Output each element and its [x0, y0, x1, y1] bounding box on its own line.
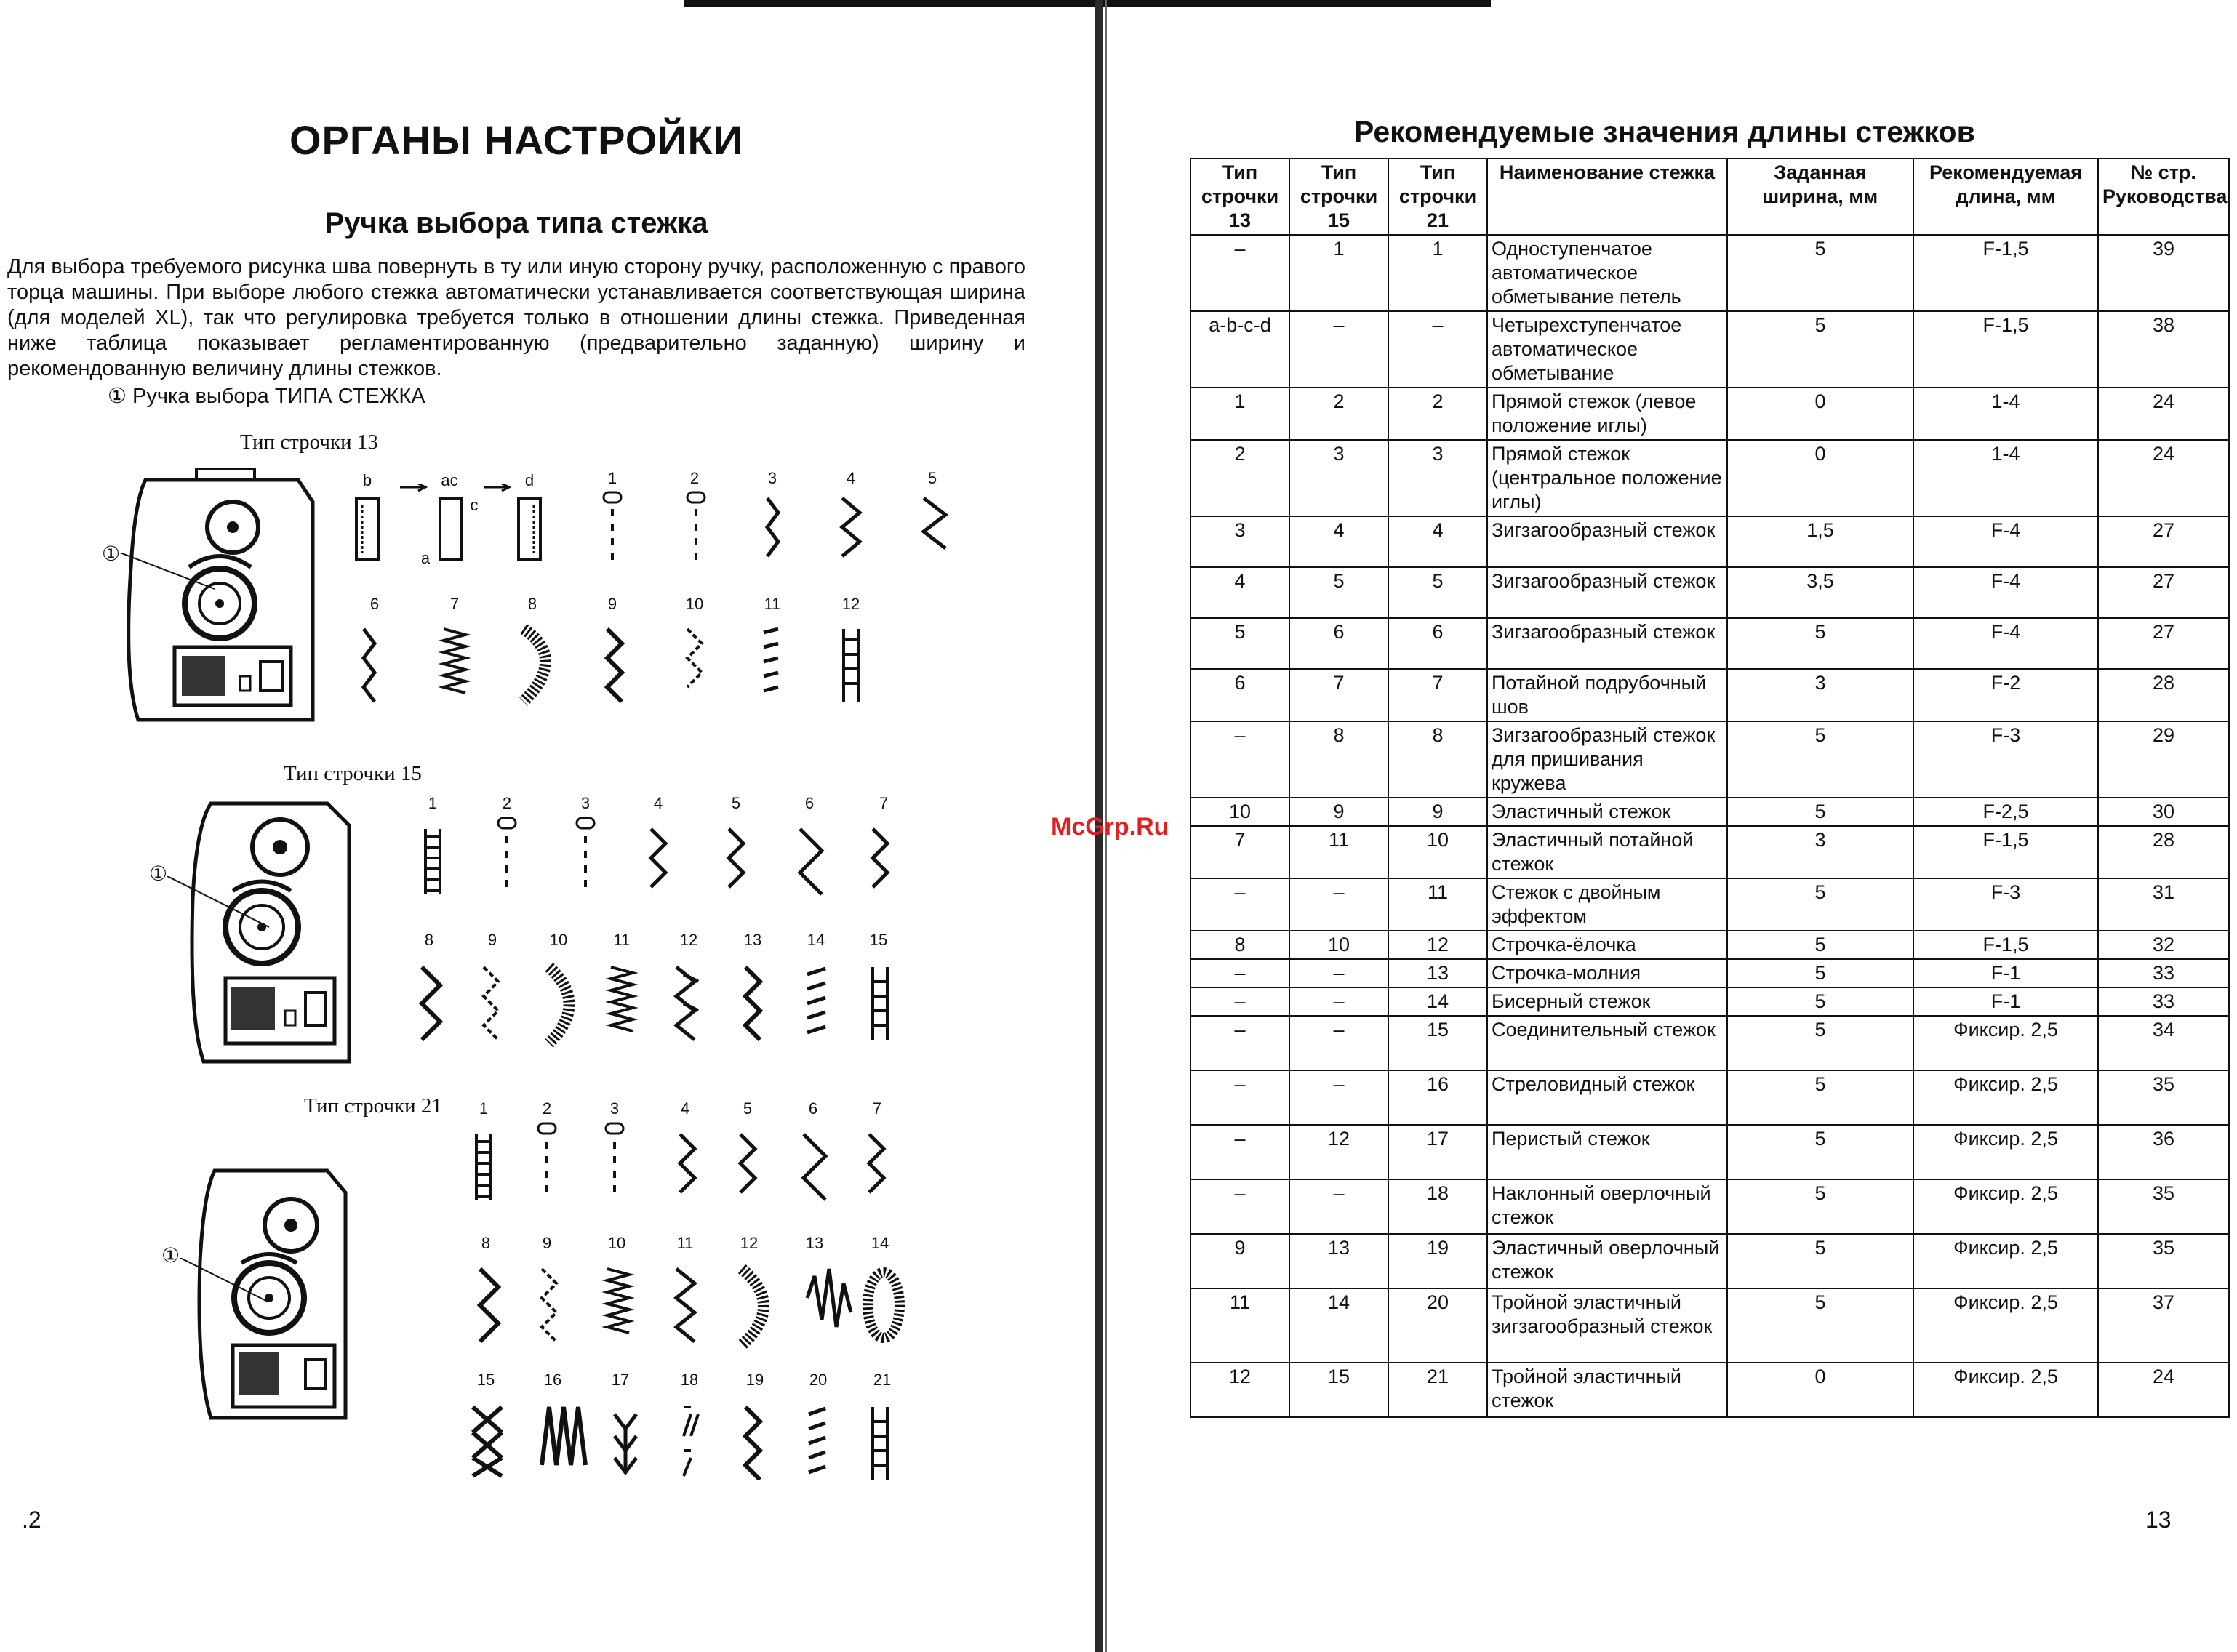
table-cell: 7 — [1190, 826, 1289, 878]
table-cell: Стреловидный стежок — [1487, 1070, 1727, 1125]
stitch-21-num-11: 11 — [676, 1234, 694, 1252]
knob-caption: ① Ручка выбора ТИПА СТЕЖКА — [108, 385, 425, 408]
table-cell: 37 — [2098, 1288, 2229, 1363]
table-cell: F-3 — [1913, 878, 2098, 931]
table-cell: 33 — [2098, 987, 2229, 1016]
table-cell: 24 — [2098, 440, 2229, 516]
table-cell: Соединительный стежок — [1487, 1016, 1727, 1070]
table-row — [1190, 1363, 2229, 1417]
stitch-15-num-5: 5 — [731, 794, 741, 812]
table-cell: 19 — [1388, 1234, 1487, 1288]
table-cell: Прямой стежок (центральное положение иглы) — [1487, 440, 1727, 516]
table-cell: Зигзагообразный стежок — [1487, 567, 1727, 618]
table-cell: – — [1289, 311, 1388, 388]
table-cell: 8 — [1289, 721, 1388, 798]
stitch-21-num-16: 16 — [543, 1371, 562, 1389]
table-cell: 3,5 — [1727, 567, 1913, 618]
table-cell: – — [1289, 987, 1388, 1016]
table-cell: Фиксир. 2,5 — [1913, 1016, 2098, 1070]
table-cell: 10 — [1190, 798, 1289, 826]
table-cell: 4 — [1190, 567, 1289, 618]
stitch-15-num-15: 15 — [869, 931, 888, 949]
stitch-15-num-1: 1 — [428, 794, 438, 812]
letter-ac: ac — [441, 471, 458, 489]
table-cell: a-b-c-d — [1190, 311, 1289, 388]
stitch-21-num-5: 5 — [743, 1099, 753, 1118]
col-header-length: Рекомендуемая длина, мм — [1913, 159, 2098, 235]
table-cell: 5 — [1727, 721, 1913, 798]
table-cell: F-1 — [1913, 959, 2098, 987]
table-cell: 13 — [1388, 959, 1487, 987]
table-cell: 3 — [1388, 440, 1487, 516]
col-header-name: Наименование стежка — [1487, 159, 1727, 235]
table-cell: 5 — [1727, 618, 1913, 669]
table-cell: 27 — [2098, 618, 2229, 669]
stitch-15-row2-symbols — [415, 953, 909, 1054]
table-cell: 8 — [1190, 931, 1289, 959]
table-cell: – — [1289, 959, 1388, 987]
table-row — [1190, 567, 2229, 618]
stitch-15-row1-symbols — [415, 814, 909, 902]
table-row — [1190, 1016, 2229, 1070]
table-cell: 32 — [2098, 931, 2229, 959]
table-row — [1190, 618, 2229, 669]
letter-a: a — [420, 549, 431, 567]
table-cell: 5 — [1727, 1016, 1913, 1070]
table-cell: 0 — [1727, 388, 1913, 440]
table-cell: – — [1289, 1070, 1388, 1125]
table-cell: Строчка-ёлочка — [1487, 931, 1727, 959]
stitch-13-num-8: 8 — [527, 595, 537, 613]
table-cell: 9 — [1388, 798, 1487, 826]
table-row — [1190, 826, 2229, 878]
letter-c: c — [470, 496, 479, 514]
stitch-15-num-2: 2 — [502, 794, 512, 812]
callout-15: ① — [149, 862, 168, 885]
table-cell: 3 — [1289, 440, 1388, 516]
table-row — [1190, 798, 2229, 826]
table-cell: 12 — [1190, 1363, 1289, 1417]
table-cell: – — [1190, 721, 1289, 798]
table-cell: Эластичный оверлочный стежок — [1487, 1234, 1727, 1288]
table-cell: 11 — [1190, 1288, 1289, 1363]
table-cell: 38 — [2098, 311, 2229, 388]
stitch-15-num-14: 14 — [807, 931, 825, 949]
table-cell: 2 — [1289, 388, 1388, 440]
table-cell: 5 — [1727, 1070, 1913, 1125]
table-cell: 36 — [2098, 1125, 2229, 1179]
table-cell: 16 — [1388, 1070, 1487, 1125]
table-cell: F-4 — [1913, 618, 2098, 669]
table-cell: F-1,5 — [1913, 311, 2098, 388]
table-cell: 10 — [1289, 931, 1388, 959]
table-cell: 4 — [1388, 516, 1487, 567]
col-header-type15: Тип строчки 15 — [1289, 159, 1388, 235]
stitch-15-num-13: 13 — [743, 931, 762, 949]
table-cell: 29 — [2098, 721, 2229, 798]
stitch-13-num-5: 5 — [927, 469, 937, 487]
table-cell: 11 — [1388, 878, 1487, 931]
table-row — [1190, 959, 2229, 987]
table-cell: Наклонный оверлочный стежок — [1487, 1179, 1727, 1234]
table-cell: F-1,5 — [1913, 826, 2098, 878]
table-cell: 5 — [1388, 567, 1487, 618]
table-cell: 10 — [1388, 826, 1487, 878]
table-cell: 35 — [2098, 1234, 2229, 1288]
table-cell: 30 — [2098, 798, 2229, 826]
table-title: Рекомендуемые значения длины стежков — [1354, 115, 1975, 148]
table-cell: 24 — [2098, 388, 2229, 440]
table-cell: 3 — [1727, 669, 1913, 721]
table-row — [1190, 1288, 2229, 1363]
table-cell: 0 — [1727, 440, 1913, 516]
stitch-13-num-10: 10 — [685, 595, 704, 613]
table-cell: Фиксир. 2,5 — [1913, 1125, 2098, 1179]
table-cell: – — [1190, 1179, 1289, 1234]
stitch-21-num-1: 1 — [479, 1099, 489, 1118]
table-cell: 9 — [1289, 798, 1388, 826]
stitch-21-num-12: 12 — [740, 1234, 759, 1252]
table-cell: 1 — [1190, 388, 1289, 440]
diagram-21-title: Тип строчки 21 — [304, 1094, 442, 1118]
table-cell: Перистый стежок — [1487, 1125, 1727, 1179]
table-cell: Тройной эластичный стежок — [1487, 1363, 1727, 1417]
table-row — [1190, 235, 2229, 311]
table-cell: – — [1190, 959, 1289, 987]
table-cell: – — [1289, 1016, 1388, 1070]
stitch-15-num-3: 3 — [580, 794, 591, 812]
table-cell: 2 — [1388, 388, 1487, 440]
table-cell: 5 — [1727, 931, 1913, 959]
watermark: McGrp.Ru — [1051, 813, 1169, 841]
table-cell: – — [1289, 878, 1388, 931]
stitch-13-num-2: 2 — [689, 469, 700, 487]
table-row — [1190, 1234, 2229, 1288]
stitch-13-num-1: 1 — [607, 469, 617, 487]
diagram-13-title: Тип строчки 13 — [240, 430, 378, 454]
table-row — [1190, 669, 2229, 721]
table-cell: 24 — [2098, 1363, 2229, 1417]
page-title: ОРГАНЫ НАСТРОЙКИ — [289, 117, 743, 163]
stitch-21-num-6: 6 — [808, 1099, 818, 1118]
stitch-21-num-21: 21 — [873, 1371, 892, 1389]
table-cell: 7 — [1388, 669, 1487, 721]
table-cell: 1,5 — [1727, 516, 1913, 567]
table-cell: Одноступенчатое автоматическое обметывание петель — [1487, 235, 1727, 311]
callout-15-leader — [167, 876, 276, 934]
table-cell: Зигзагообразный стежок — [1487, 618, 1727, 669]
stitch-21-row2-symbols — [465, 1254, 916, 1349]
callout-13-leader — [120, 553, 222, 596]
table-cell: 5 — [1727, 1179, 1913, 1234]
table-cell: – — [1190, 235, 1289, 311]
table-cell: Фиксир. 2,5 — [1913, 1363, 2098, 1417]
table-cell: F-1,5 — [1913, 931, 2098, 959]
table-row — [1190, 721, 2229, 798]
table-cell: 5 — [1727, 959, 1913, 987]
table-cell: 5 — [1190, 618, 1289, 669]
table-cell: Четырехступенчатое автоматическое обметывание — [1487, 311, 1727, 388]
table-cell: F-1 — [1913, 987, 2098, 1016]
table-row — [1190, 516, 2229, 567]
stitch-13-num-9: 9 — [607, 595, 617, 613]
table-cell: 34 — [2098, 1016, 2229, 1070]
stitch-15-num-6: 6 — [804, 794, 815, 812]
col-header-width: Заданная ширина, мм — [1727, 159, 1913, 235]
table-cell: 35 — [2098, 1070, 2229, 1125]
table-cell: Эластичный потайной стежок — [1487, 826, 1727, 878]
stitch-15-num-8: 8 — [424, 931, 434, 949]
table-cell: 15 — [1388, 1016, 1487, 1070]
col-header-type13: Тип строчки 13 — [1190, 159, 1289, 235]
letter-d: d — [524, 471, 535, 489]
table-row — [1190, 1125, 2229, 1179]
table-cell: 2 — [1190, 440, 1289, 516]
stitch-13-num-6: 6 — [369, 595, 380, 613]
table-cell: 28 — [2098, 826, 2229, 878]
stitch-21-num-4: 4 — [680, 1099, 690, 1118]
table-cell: 14 — [1388, 987, 1487, 1016]
table-cell: Эластичный стежок — [1487, 798, 1727, 826]
section-title: Ручка выбора типа стежка — [324, 207, 708, 239]
table-row — [1190, 440, 2229, 516]
table-cell: 12 — [1388, 931, 1487, 959]
table-cell: Прямой стежок (левое положение иглы) — [1487, 388, 1727, 440]
table-cell: 8 — [1388, 721, 1487, 798]
table-row — [1190, 878, 2229, 931]
stitch-21-num-19: 19 — [745, 1371, 764, 1389]
stitch-21-num-20: 20 — [809, 1371, 828, 1389]
table-cell: 12 — [1289, 1125, 1388, 1179]
table-cell: – — [1289, 1179, 1388, 1234]
table-cell: 6 — [1289, 618, 1388, 669]
table-cell: 39 — [2098, 235, 2229, 311]
table-cell: 0 — [1727, 1363, 1913, 1417]
callout-21-leader — [180, 1258, 275, 1309]
table-cell: Стежок с двойным эффектом — [1487, 878, 1727, 931]
table-cell: Зигзагообразный стежок — [1487, 516, 1727, 567]
stitch-21-row3-symbols — [465, 1392, 916, 1480]
stitch-21-num-2: 2 — [542, 1099, 552, 1118]
table-cell: 5 — [1727, 1234, 1913, 1288]
stitch-21-num-8: 8 — [481, 1234, 491, 1252]
intro-paragraph: Для выбора требуемого рисунка шва повернуть в ту или иную сторону ручку, расположенную с правого торца машины. При выборе любого стежка автоматически устанавливается соответствующая ширина (для моделей XL), так что регулировка требуется только в отношении длины стежка. Приведенная ниже таблица показывает регламентированную (предварительно заданную) ширину и рекомендованную величину длины стежков. — [7, 255, 1025, 380]
table-cell: 33 — [2098, 959, 2229, 987]
table-cell: 5 — [1727, 1288, 1913, 1363]
table-cell: 5 — [1727, 798, 1913, 826]
stitch-13-row1-symbols — [342, 484, 967, 571]
table-cell: Фиксир. 2,5 — [1913, 1179, 2098, 1234]
table-cell: Строчка-молния — [1487, 959, 1727, 987]
table-cell: 9 — [1190, 1234, 1289, 1288]
callout-13: ① — [102, 542, 121, 565]
stitch-21-num-14: 14 — [871, 1234, 889, 1252]
table-cell: F-2,5 — [1913, 798, 2098, 826]
right-page-number: 13 — [2145, 1507, 2172, 1533]
stitch-21-num-3: 3 — [609, 1099, 620, 1118]
table-cell: F-1,5 — [1913, 235, 2098, 311]
table-cell: Потайной подрубочный шов — [1487, 669, 1727, 721]
callout-21: ① — [161, 1244, 180, 1267]
table-cell: 35 — [2098, 1179, 2229, 1234]
table-cell: – — [1388, 311, 1487, 388]
stitch-21-num-10: 10 — [607, 1234, 626, 1252]
table-cell: Тройной эластичный зигзагообразный стежок — [1487, 1288, 1727, 1363]
stitch-21-num-7: 7 — [872, 1099, 882, 1118]
stitch-15-num-4: 4 — [653, 794, 663, 812]
table-cell: 5 — [1727, 1125, 1913, 1179]
table-cell: 20 — [1388, 1288, 1487, 1363]
stitch-21-num-17: 17 — [611, 1371, 630, 1389]
table-cell: 14 — [1289, 1288, 1388, 1363]
table-cell: – — [1190, 878, 1289, 931]
stitch-15-num-10: 10 — [549, 931, 568, 949]
table-cell: 7 — [1289, 669, 1388, 721]
table-cell: F-4 — [1913, 567, 2098, 618]
table-cell: 18 — [1388, 1179, 1487, 1234]
table-cell: 5 — [1289, 567, 1388, 618]
table-cell: 5 — [1727, 987, 1913, 1016]
stitch-15-num-9: 9 — [487, 931, 497, 949]
table-cell: 31 — [2098, 878, 2229, 931]
stitch-length-table — [1190, 158, 2230, 1418]
table-cell: 11 — [1289, 826, 1388, 878]
table-row — [1190, 311, 2229, 388]
stitch-13-num-3: 3 — [767, 469, 777, 487]
table-cell: 1-4 — [1913, 440, 2098, 516]
stitch-15-num-12: 12 — [679, 931, 698, 949]
stitch-13-num-7: 7 — [449, 595, 460, 613]
table-row — [1190, 931, 2229, 959]
letter-b: b — [362, 471, 372, 489]
table-header-row — [1190, 159, 2229, 235]
table-cell: 3 — [1727, 826, 1913, 878]
diagram-15-title: Тип строчки 15 — [284, 762, 422, 785]
table-cell: 5 — [1727, 878, 1913, 931]
table-row — [1190, 1179, 2229, 1234]
stitch-15-num-11: 11 — [613, 931, 631, 949]
table-cell: F-3 — [1913, 721, 2098, 798]
stitch-15-num-7: 7 — [879, 794, 889, 812]
table-cell: 27 — [2098, 567, 2229, 618]
table-cell: 5 — [1727, 311, 1913, 388]
stitch-13-num-12: 12 — [841, 595, 860, 613]
table-row — [1190, 1070, 2229, 1125]
table-cell: Фиксир. 2,5 — [1913, 1070, 2098, 1125]
left-page-number: .2 — [22, 1507, 41, 1533]
table-cell: 17 — [1388, 1125, 1487, 1179]
table-cell: 15 — [1289, 1363, 1388, 1417]
table-cell: 27 — [2098, 516, 2229, 567]
stitch-21-num-18: 18 — [680, 1371, 699, 1389]
table-cell: – — [1190, 1070, 1289, 1125]
table-cell: 21 — [1388, 1363, 1487, 1417]
table-cell: – — [1190, 1016, 1289, 1070]
table-cell: F-2 — [1913, 669, 2098, 721]
table-cell: 3 — [1190, 516, 1289, 567]
table-row — [1190, 388, 2229, 440]
table-cell: Фиксир. 2,5 — [1913, 1234, 2098, 1288]
table-cell: – — [1190, 1125, 1289, 1179]
table-cell: 6 — [1388, 618, 1487, 669]
table-cell: F-4 — [1913, 516, 2098, 567]
stitch-13-num-4: 4 — [846, 469, 856, 487]
table-cell: – — [1190, 987, 1289, 1016]
table-cell: Бисерный стежок — [1487, 987, 1727, 1016]
table-cell: 5 — [1727, 235, 1913, 311]
stitch-13-num-11: 11 — [764, 595, 781, 613]
table-row — [1190, 987, 2229, 1016]
stitch-13-row2-symbols — [342, 614, 895, 713]
stitch-21-num-9: 9 — [542, 1234, 552, 1252]
col-header-type21: Тип строчки 21 — [1388, 159, 1487, 235]
table-cell: Фиксир. 2,5 — [1913, 1288, 2098, 1363]
table-cell: 28 — [2098, 669, 2229, 721]
stitch-21-num-15: 15 — [476, 1371, 495, 1389]
col-header-page: № стр. Руководства — [2098, 159, 2229, 235]
table-cell: 6 — [1190, 669, 1289, 721]
table-cell: 4 — [1289, 516, 1388, 567]
stitch-21-row1-symbols — [465, 1120, 902, 1207]
table-cell: 1-4 — [1913, 388, 2098, 440]
table-cell: Зигзагообразный стежок для пришивания кружева — [1487, 721, 1727, 798]
table-cell: 13 — [1289, 1234, 1388, 1288]
page-top-edge — [684, 0, 1491, 7]
table-cell: 1 — [1289, 235, 1388, 311]
table-cell: 1 — [1388, 235, 1487, 311]
stitch-21-num-13: 13 — [805, 1234, 824, 1252]
